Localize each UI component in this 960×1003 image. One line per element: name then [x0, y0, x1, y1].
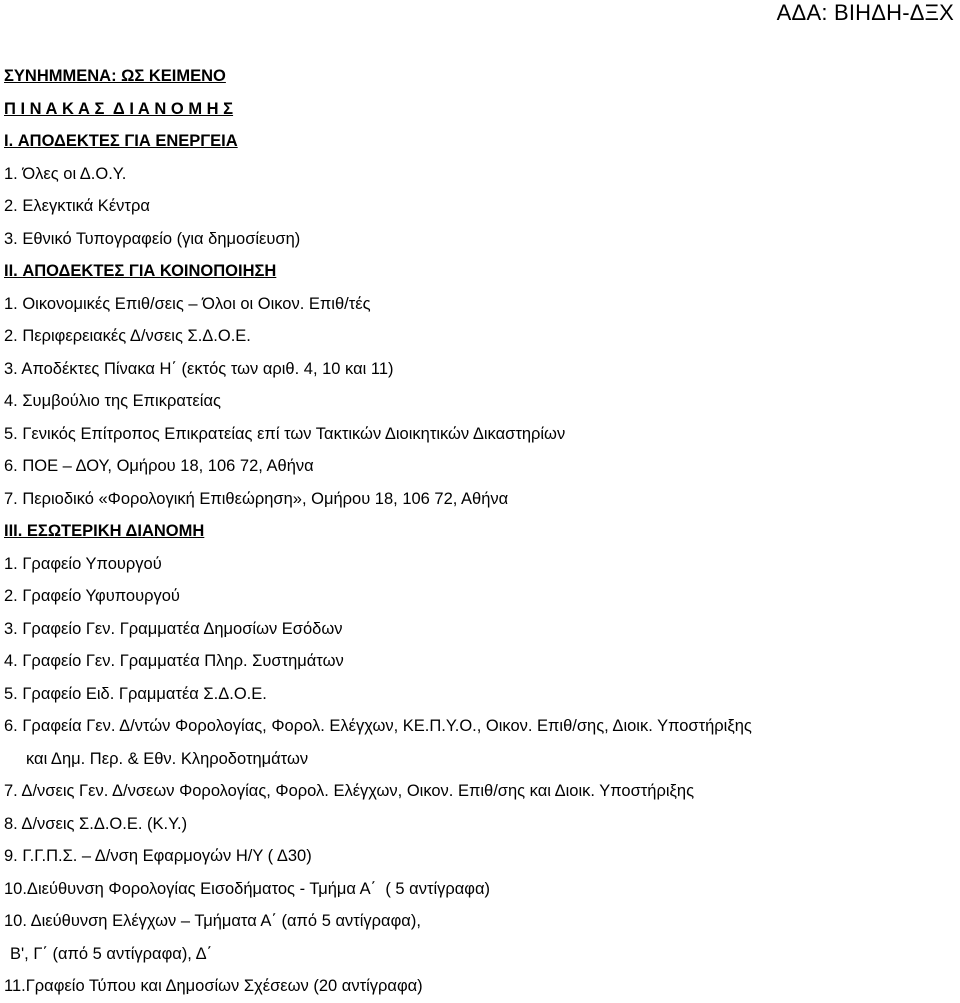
section-1-item: 2. Ελεγκτικά Κέντρα [4, 197, 150, 215]
section-3-item-continuation: και Δημ. Περ. & Εθν. Κληροδοτημάτων [26, 749, 309, 768]
section-3-item: 10. Διεύθυνση Ελέγχων – Τμήματα Α΄ (από 5 αντίγραφα), [4, 912, 421, 930]
section-3-item: 4. Γραφείο Γεν. Γραμματέα Πληρ. Συστημάτων [4, 652, 344, 670]
section-1-item: 1. Όλες οι Δ.Ο.Υ. [4, 164, 127, 183]
section-3-item: 10.Διεύθυνση Φορολογίας Εισοδήματος - Τμήμα Α΄ ( 5 αντίγραφα) [4, 879, 491, 898]
section-3-item-continuation: Β', Γ΄ (από 5 αντίγραφα), Δ΄ [10, 944, 213, 963]
section-2-title: II. ΑΠΟΔΕΚΤΕΣ ΓΙΑ ΚΟΙΝΟΠΟΙΗΣΗ [4, 262, 277, 280]
section-2-item: 5. Γενικός Επίτροπος Επικρατείας επί των Τακτικών Διοικητικών Δικαστηρίων [4, 424, 566, 443]
section-3-item: 6. Γραφεία Γεν. Δ/ντών Φορολογίας, Φορολ. Ελέγχων, ΚΕ.Π.Υ.Ο., Οικον. Επιθ/σης, Διοικ. Υποστήριξης [4, 717, 752, 735]
distribution-title: Π Ι Ν Α Κ Α Σ Δ Ι Α Ν Ο Μ Η Σ [4, 99, 234, 118]
attachments-title: ΣΥΝΗΜΜΕΝΑ: ΩΣ ΚΕΙΜΕΝΟ [4, 67, 226, 85]
section-1-title: I. ΑΠΟΔΕΚΤΕΣ ΓΙΑ ΕΝΕΡΓΕΙΑ [4, 132, 238, 150]
section-3-item: 8. Δ/νσεις Σ.Δ.Ο.Ε. (Κ.Υ.) [4, 814, 188, 833]
section-2-item: 4. Συμβούλιο της Επικρατείας [4, 392, 221, 410]
ada-code: ΑΔΑ: ΒΙΗΔΗ-ΔΞΧ [776, 0, 954, 25]
section-2-item: 3. Αποδέκτες Πίνακα Η΄ (εκτός των αριθ. 4, 10 και 11) [4, 359, 394, 378]
section-3-item: 7. Δ/νσεις Γεν. Δ/νσεων Φορολογίας, Φορολ. Ελέγχων, Οικον. Επιθ/σης και Διοικ. Υποστήριξης [4, 782, 695, 800]
section-2-item: 2. Περιφερειακές Δ/νσεις Σ.Δ.Ο.Ε. [4, 327, 251, 345]
section-3-item: 3. Γραφείο Γεν. Γραμματέα Δημοσίων Εσόδων [4, 619, 343, 638]
section-3-item: 9. Γ.Γ.Π.Σ. – Δ/νση Εφαρμογών Η/Υ ( Δ30) [4, 847, 312, 865]
section-2-item: 7. Περιοδικό «Φορολογική Επιθεώρηση», Ομήρου 18, 106 72, Αθήνα [4, 489, 509, 508]
section-1-item: 3. Εθνικό Τυπογραφείο (για δημοσίευση) [4, 229, 301, 248]
section-2-item: 1. Οικονομικές Επιθ/σεις – Όλοι οι Οικον. Επιθ/τές [4, 294, 371, 313]
section-3-item: 2. Γραφείο Υφυπουργού [4, 587, 180, 605]
section-3-item: 5. Γραφείο Ειδ. Γραμματέα Σ.Δ.Ο.Ε. [4, 684, 267, 703]
section-2-item: 6. ΠΟΕ – ΔΟΥ, Ομήρου 18, 106 72, Αθήνα [4, 457, 314, 475]
section-3-item: 1. Γραφείο Υπουργού [4, 554, 162, 573]
section-3-item: 11.Γραφείο Τύπου και Δημοσίων Σχέσεων (20 αντίγραφα) [4, 977, 423, 995]
section-3-title: III. ΕΣΩΤΕΡΙΚΗ ΔΙΑΝΟΜΗ [4, 522, 205, 540]
distribution-document [4, 60, 954, 1003]
